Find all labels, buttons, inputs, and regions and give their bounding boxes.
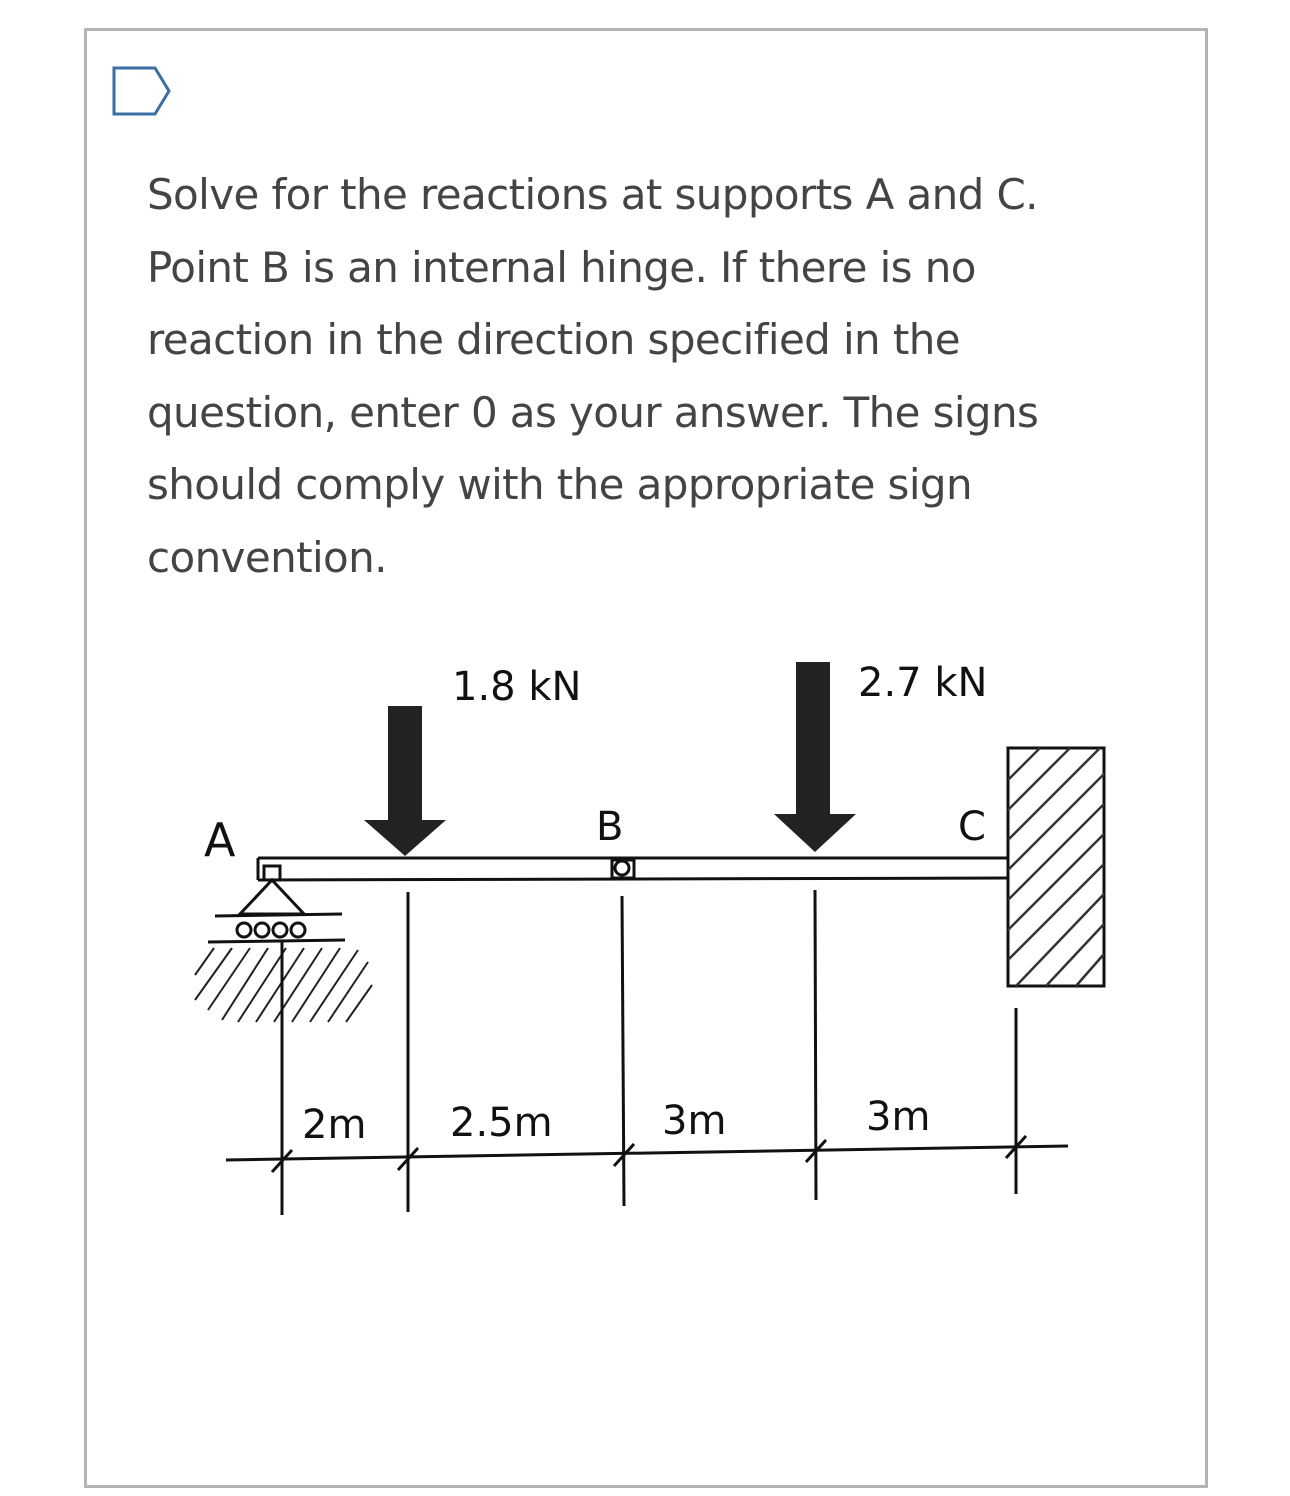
span-label-4: 3m [866, 1094, 931, 1140]
load-label-1: 1.8 kN [452, 664, 582, 710]
point-label-b: B [596, 804, 624, 850]
point-label-a: A [204, 813, 236, 867]
load-arrow-1 [364, 706, 446, 856]
span-label-3: 3m [662, 1098, 727, 1144]
point-label-c: C [958, 804, 986, 850]
load-arrow-2 [774, 662, 856, 852]
dimension-lines [226, 890, 1068, 1215]
load-label-2: 2.7 kN [858, 660, 988, 706]
question-text: Solve for the reactions at supports A and C. Point B is an internal hinge. If there is no reaction in the direction specified in the question, enter 0 as your answer. The signs should comply with the appropriate sign convention. [147, 170, 1039, 582]
roller-support-a [208, 866, 345, 942]
span-label-2: 2.5m [450, 1100, 553, 1146]
fixed-support-c [1008, 748, 1104, 986]
span-label-1: 2m [302, 1102, 367, 1148]
hinge-b [612, 860, 634, 878]
